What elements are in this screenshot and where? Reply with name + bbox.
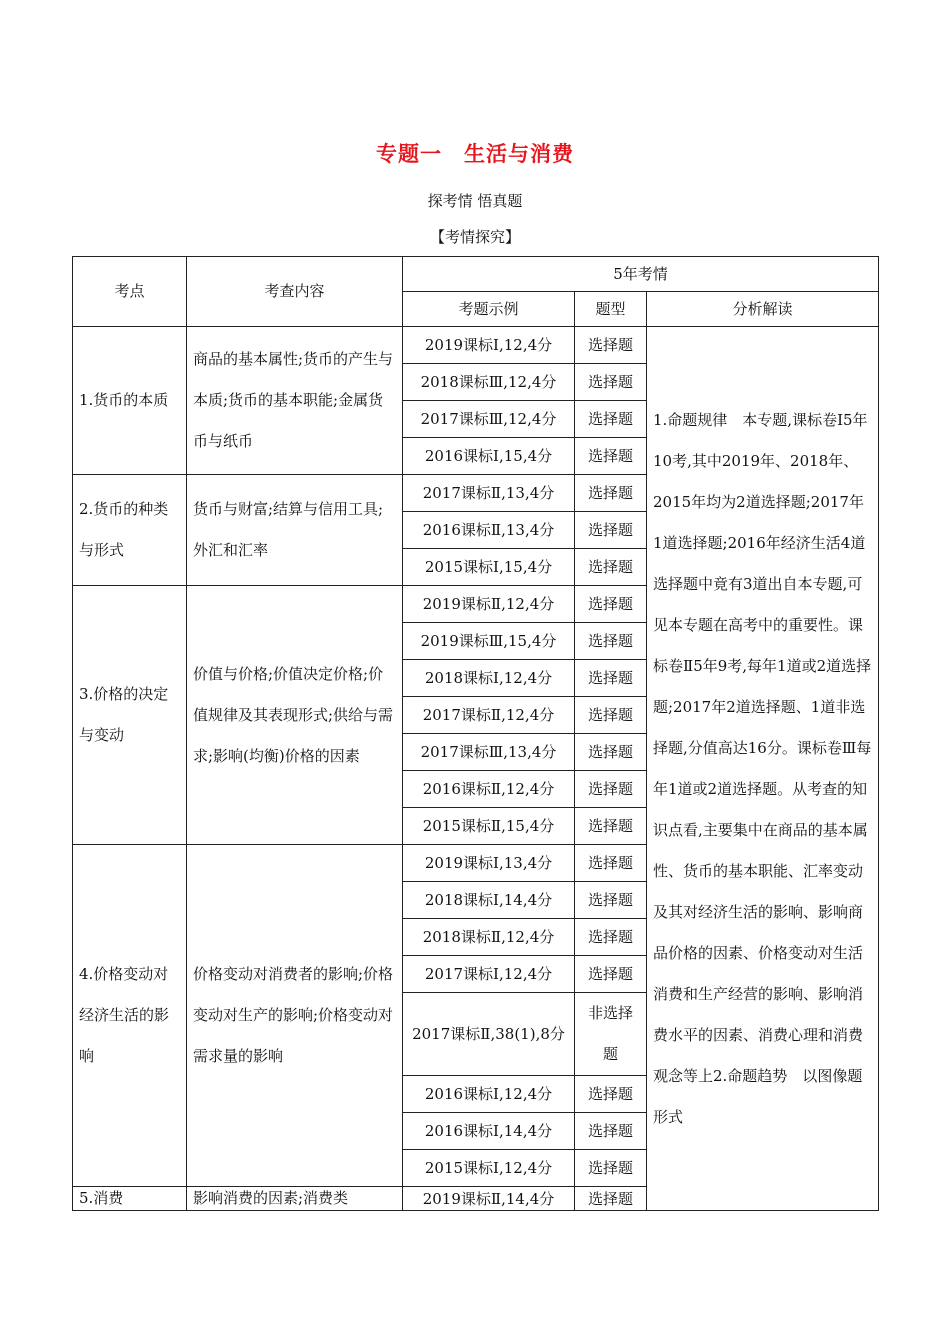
- exam-type-cell: 选择题: [575, 586, 647, 623]
- exam-type-cell: 选择题: [575, 771, 647, 808]
- header-example: 考题示例: [403, 292, 575, 327]
- exam-example-cell: 2018课标Ⅱ,12,4分: [403, 919, 575, 956]
- exam-type-cell: 非选择题: [575, 993, 647, 1076]
- exam-example-cell: 2017课标Ⅱ,38(1),8分: [403, 993, 575, 1076]
- exam-example-cell: 2018课标Ⅰ,14,4分: [403, 882, 575, 919]
- exam-example-cell: 2015课标Ⅱ,15,4分: [403, 808, 575, 845]
- exam-example-cell: 2019课标Ⅲ,15,4分: [403, 623, 575, 660]
- exam-type-cell: 选择题: [575, 623, 647, 660]
- exam-example-cell: 2015课标Ⅰ,15,4分: [403, 549, 575, 586]
- page-subtitle: 探考情 悟真题: [427, 192, 523, 210]
- exam-type-cell: 选择题: [575, 1150, 647, 1187]
- exam-point-cell: 4.价格变动对经济生活的影响: [73, 845, 187, 1187]
- exam-type-cell: 选择题: [575, 401, 647, 438]
- exam-example-cell: 2019课标Ⅰ,13,4分: [403, 845, 575, 882]
- exam-example-cell: 2017课标Ⅲ,12,4分: [403, 401, 575, 438]
- exam-type-cell: 选择题: [575, 697, 647, 734]
- exam-type-cell: 选择题: [575, 882, 647, 919]
- exam-content-cell: 商品的基本属性;货币的产生与本质;货币的基本职能;金属货币与纸币: [187, 327, 403, 475]
- exam-example-cell: 2017课标Ⅱ,12,4分: [403, 697, 575, 734]
- exam-example-cell: 2017课标Ⅱ,13,4分: [403, 475, 575, 512]
- exam-example-cell: 2019课标Ⅱ,14,4分: [403, 1187, 575, 1211]
- exam-example-cell: 2016课标Ⅰ,12,4分: [403, 1076, 575, 1113]
- exam-analysis-table: [72, 256, 879, 1211]
- section-heading: 【考情探究】: [429, 228, 520, 246]
- header-content: 考查内容: [187, 257, 403, 327]
- exam-point-cell: 2.货币的种类与形式: [73, 475, 187, 586]
- header-type: 题型: [575, 292, 647, 327]
- exam-type-cell: 选择题: [575, 956, 647, 993]
- analysis-cell: 1.命题规律 本专题,课标卷Ⅰ5年10考,其中2019年、2018年、2015年均为2道选择题;2017年1道选择题;2016年经济生活4道选择题中竟有3道出自本专题,可见本专题在高考中的重要性。课标卷Ⅱ5年9考,每年1道或2道选择题;2017年2道选择题、1道非选择题,分值高达16分。课标卷Ⅲ每年1道或2道选择题。从考查的知识点看,主要集中在商品的基本属性、货币的基本职能、汇率变动及其对经济生活的影响、影响商品价格的因素、价格变动对生活消费和生产经营的影响、影响消费水平的因素、消费心理和消费观念等上2.命题趋势 以图像题形式: [647, 327, 879, 1211]
- exam-type-cell: 选择题: [575, 808, 647, 845]
- exam-example-cell: 2018课标Ⅲ,12,4分: [403, 364, 575, 401]
- exam-type-cell: 选择题: [575, 438, 647, 475]
- header-analysis: 分析解读: [647, 292, 879, 327]
- exam-type-cell: 选择题: [575, 1187, 647, 1211]
- exam-type-cell: 选择题: [575, 475, 647, 512]
- exam-example-cell: 2018课标Ⅰ,12,4分: [403, 660, 575, 697]
- exam-content-cell: 货币与财富;结算与信用工具;外汇和汇率: [187, 475, 403, 586]
- exam-example-cell: 2015课标Ⅰ,12,4分: [403, 1150, 575, 1187]
- exam-point-cell: 5.消费: [73, 1187, 187, 1211]
- header-point: 考点: [73, 257, 187, 327]
- exam-type-cell: 选择题: [575, 734, 647, 771]
- exam-type-cell: 选择题: [575, 1076, 647, 1113]
- exam-type-cell: 选择题: [575, 660, 647, 697]
- exam-type-cell: 选择题: [575, 845, 647, 882]
- exam-example-cell: 2016课标Ⅱ,12,4分: [403, 771, 575, 808]
- exam-type-cell: 选择题: [575, 549, 647, 586]
- exam-example-cell: 2016课标Ⅰ,15,4分: [403, 438, 575, 475]
- exam-point-cell: 3.价格的决定与变动: [73, 586, 187, 845]
- exam-example-cell: 2019课标Ⅰ,12,4分: [403, 327, 575, 364]
- table-row: [73, 327, 879, 364]
- exam-content-cell: 价值与价格;价值决定价格;价值规律及其表现形式;供给与需求;影响(均衡)价格的因素: [187, 586, 403, 845]
- exam-example-cell: 2016课标Ⅱ,13,4分: [403, 512, 575, 549]
- exam-example-cell: 2019课标Ⅱ,12,4分: [403, 586, 575, 623]
- exam-content-cell: 影响消费的因素;消费类: [187, 1187, 403, 1211]
- exam-type-cell: 选择题: [575, 327, 647, 364]
- exam-type-cell: 选择题: [575, 919, 647, 956]
- exam-point-cell: 1.货币的本质: [73, 327, 187, 475]
- exam-example-cell: 2016课标Ⅰ,14,4分: [403, 1113, 575, 1150]
- exam-type-cell: 选择题: [575, 364, 647, 401]
- exam-example-cell: 2017课标Ⅲ,13,4分: [403, 734, 575, 771]
- exam-type-cell: 选择题: [575, 512, 647, 549]
- exam-content-cell: 价格变动对消费者的影响;价格变动对生产的影响;价格变动对需求量的影响: [187, 845, 403, 1187]
- exam-type-cell: 选择题: [575, 1113, 647, 1150]
- page-title: 专题一 生活与消费: [376, 141, 574, 166]
- header-five-years: 5年考情: [403, 257, 879, 292]
- exam-example-cell: 2017课标Ⅰ,12,4分: [403, 956, 575, 993]
